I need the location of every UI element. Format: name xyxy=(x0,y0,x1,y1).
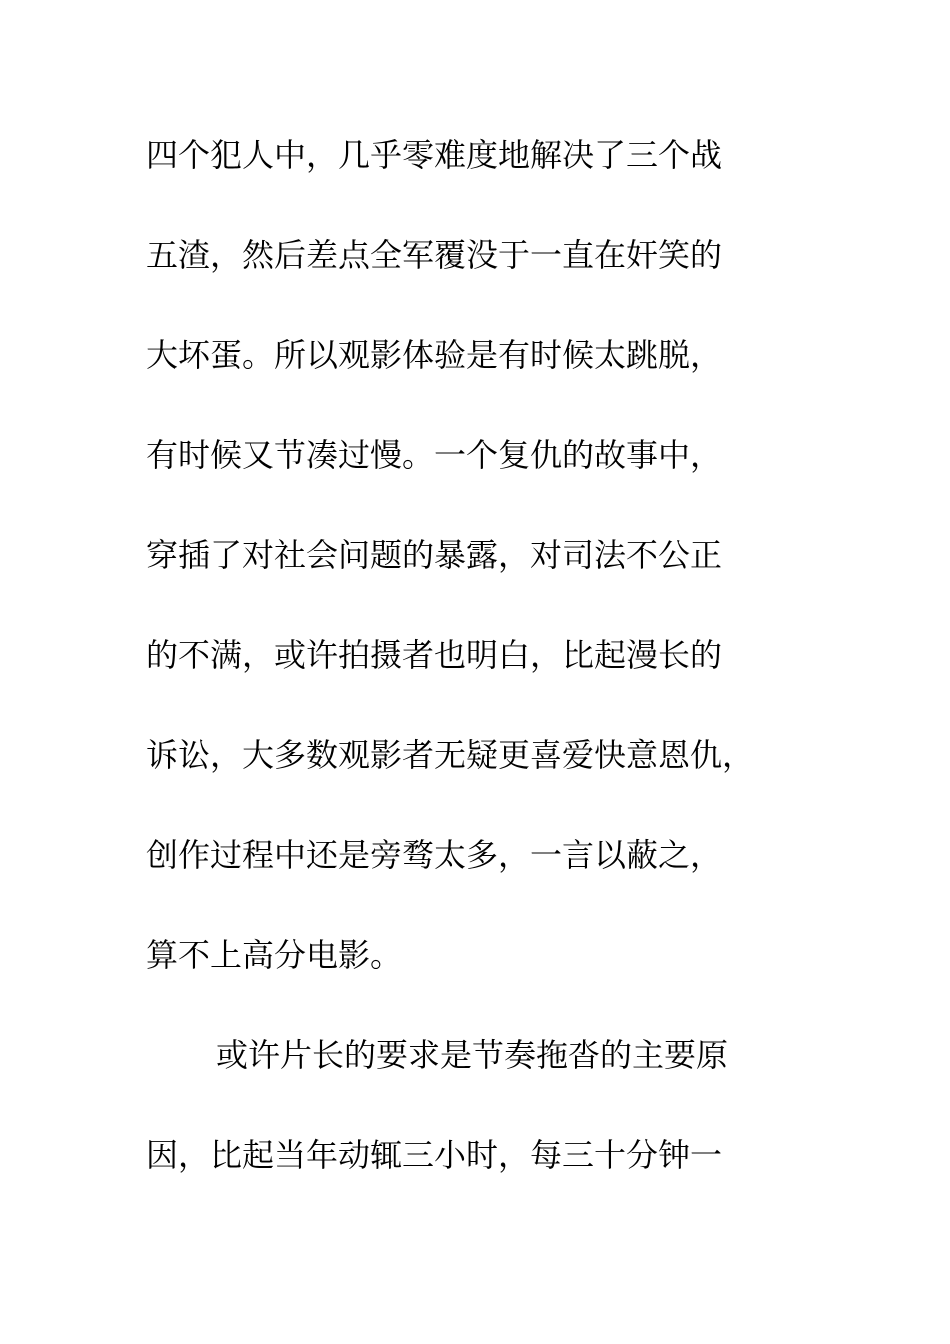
text-line-5: 穿插了对社会问题的暴露，对司法不公正 xyxy=(146,536,723,574)
text-line-1: 四个犯人中，几乎零难度地解决了三个战 xyxy=(146,136,723,174)
text-line-6: 的不满，或许拍摄者也明白，比起漫长的 xyxy=(146,636,723,674)
body-text xyxy=(146,130,826,1230)
text-line-11: 因，比起当年动辄三小时，每三十分钟一 xyxy=(146,1136,723,1174)
text-line-10: 或许片长的要求是节奏拖沓的主要原 xyxy=(216,1036,729,1074)
text-line-2: 五渣，然后差点全军覆没于一直在奸笑的 xyxy=(146,236,723,274)
text-line-9: 算不上高分电影。 xyxy=(146,936,403,974)
text-line-4: 有时候又节凑过慢。一个复仇的故事中， xyxy=(146,436,723,474)
text-line-3: 大坏蛋。所以观影体验是有时候太跳脱， xyxy=(146,336,723,374)
text-line-7: 诉讼，大多数观影者无疑更喜爱快意恩仇， xyxy=(146,736,755,774)
text-line-8: 创作过程中还是旁骛太多，一言以蔽之， xyxy=(146,836,723,874)
